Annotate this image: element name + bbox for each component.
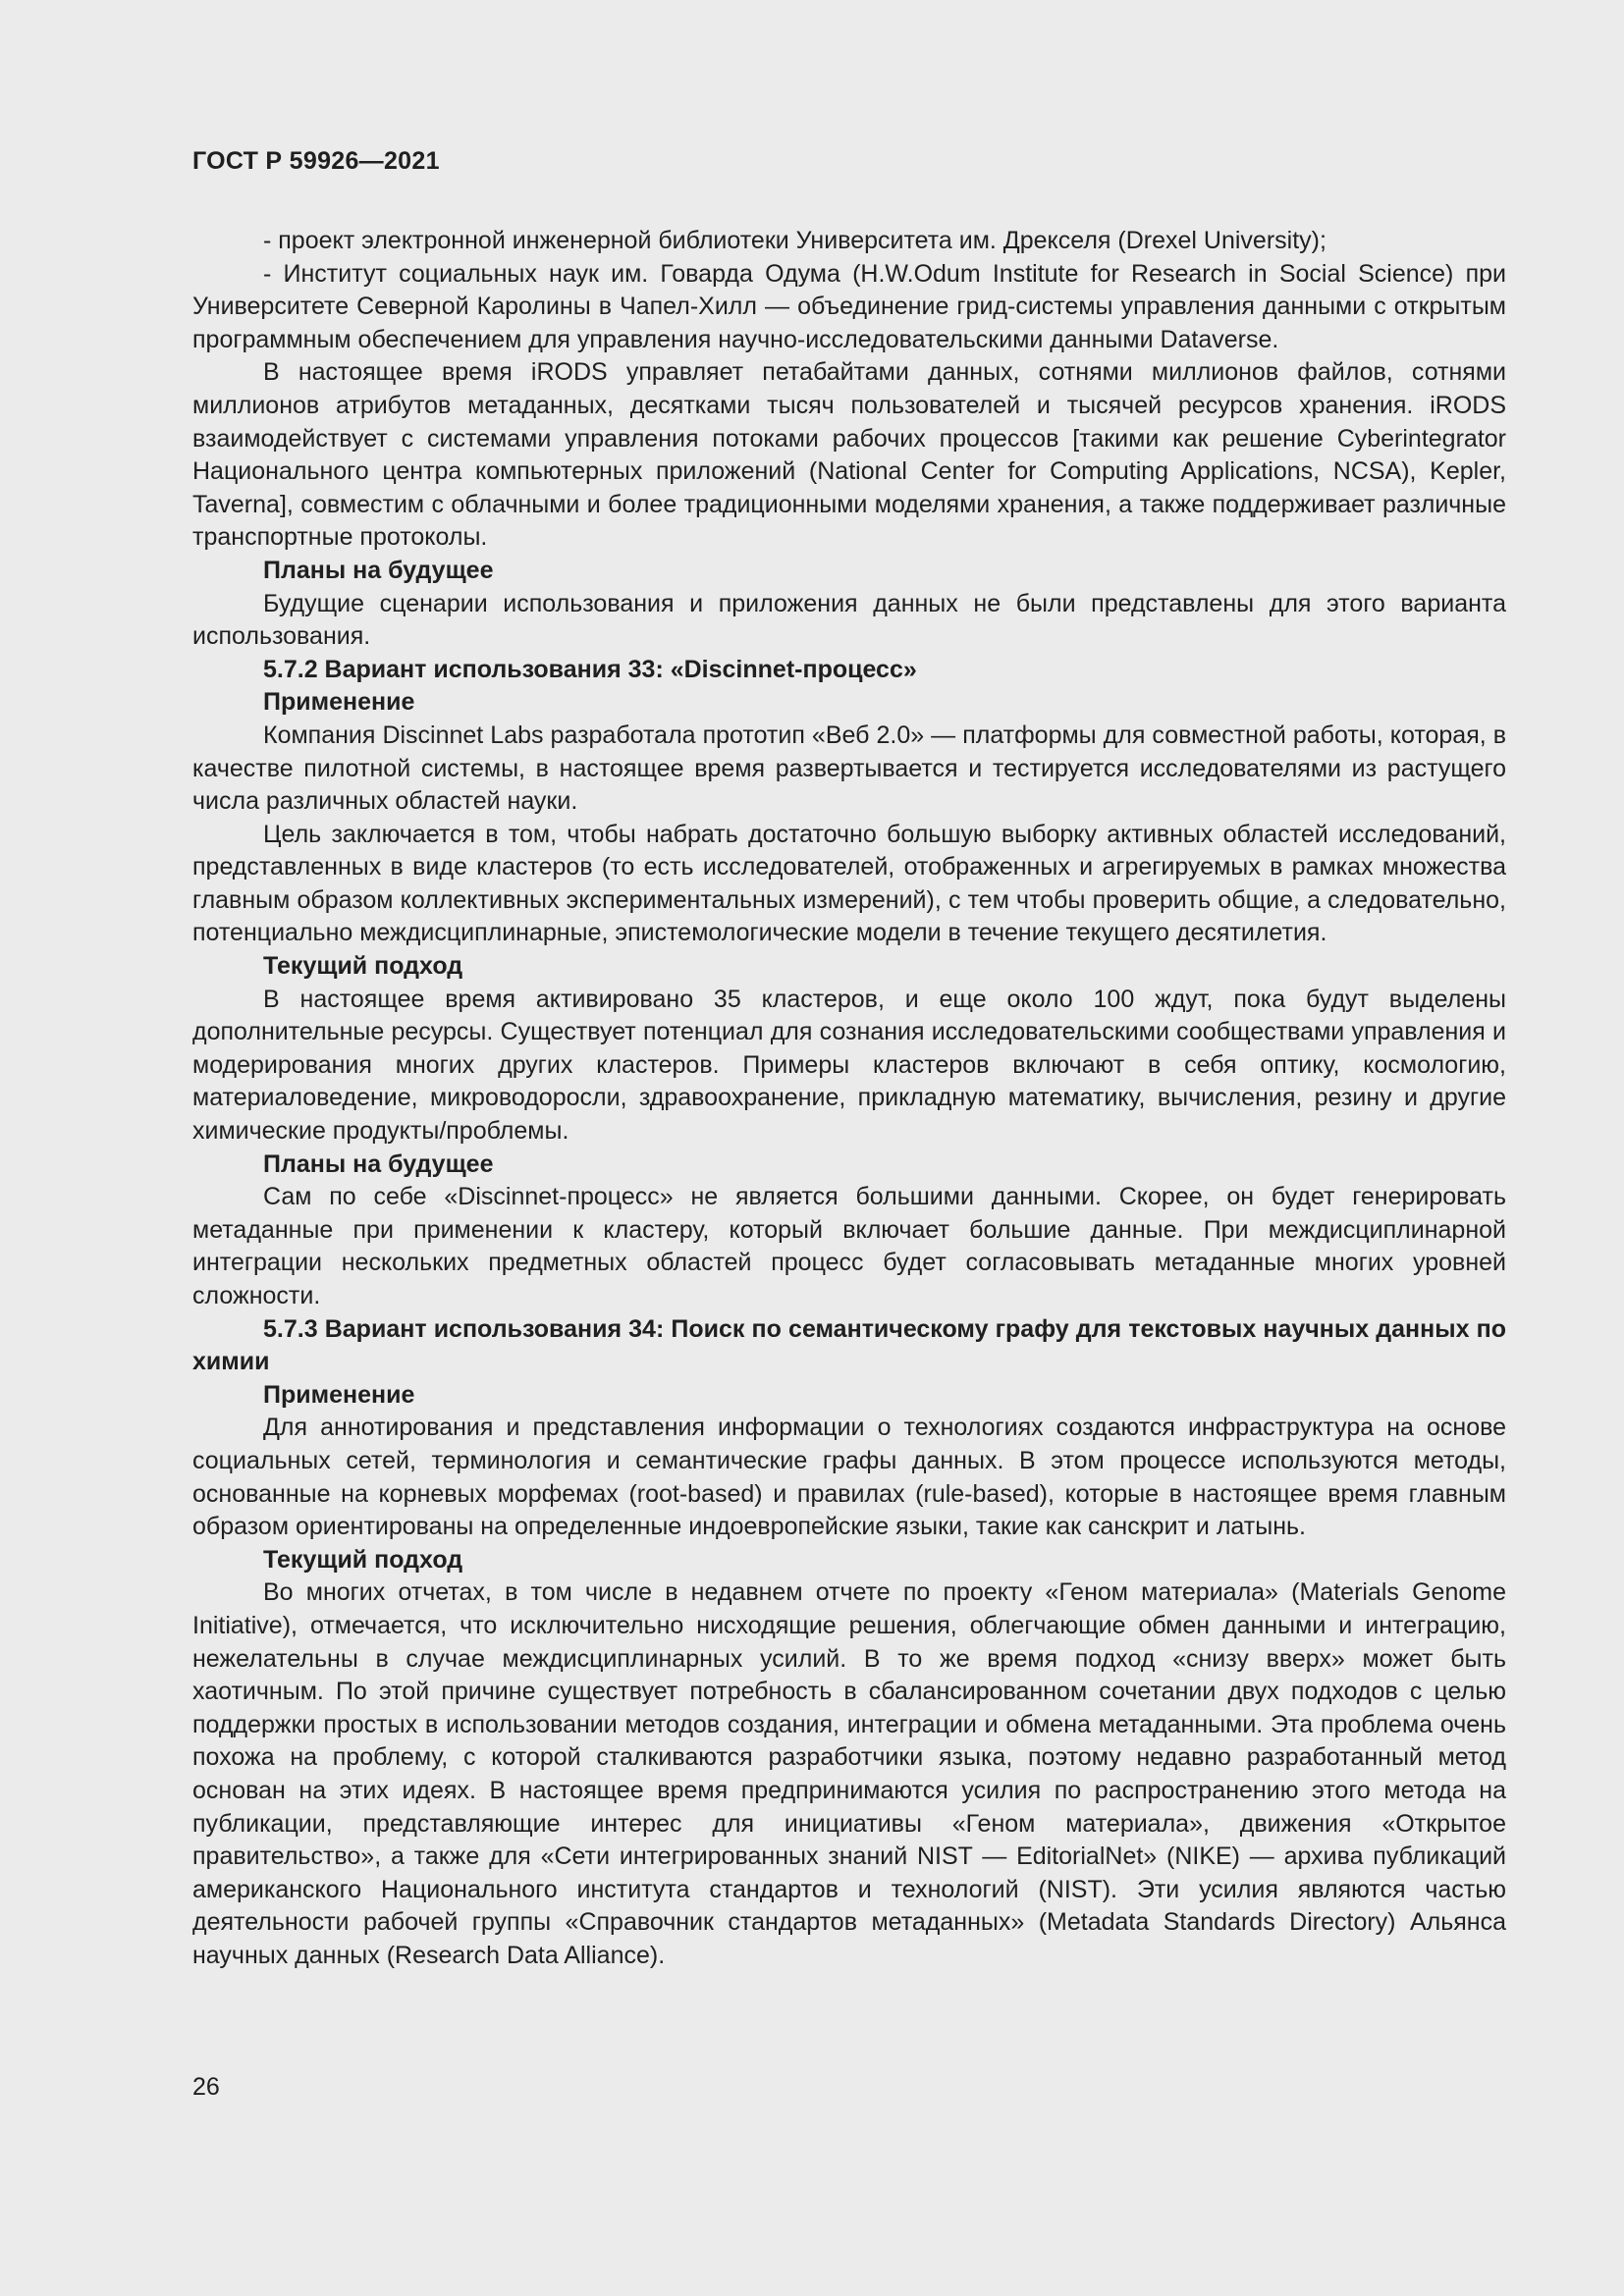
page-number: 26 xyxy=(192,2073,220,2101)
heading-application: Применение xyxy=(263,688,415,717)
paragraph-drexel-library: - проект электронной инженерной библиотеки Университета им. Дрекселя (Drexel University); xyxy=(263,227,1326,254)
paragraph-discinnet-goal: Цель заключается в том, чтобы набрать достаточно большую выборку активных областей исследований, представленных в виде кластеров (то есть исследователей, отображенных и агрегируемых в рамках множества главным образом коллективных экспериментальных измерений), с тем чтобы проверить общие, а следовательно, потенциально междисциплинарные, эпистемологические модели в течение текущего десятилетия. xyxy=(192,820,1506,947)
paragraph-future-scenarios: Будущие сценарии использования и приложения данных не были представлены для этого варианта использования. xyxy=(192,589,1506,651)
heading-current-approach: Текущий подход xyxy=(263,952,463,981)
paragraph-irods-scale: В настоящее время iRODS управляет петабайтами данных, сотнями миллионов файлов, сотнями миллионов атрибутов метаданных, десятками тысяч пользователей и тысячей ресурсов хранения. iRODS взаимодействует с системами управления потоками рабочих процессов [такими как решение Cyberintegrator Национального центра компьютерных приложений (National Center for Computing Applications, NCSA), Kepler, Taverna], совместим с облачными и более традиционными моделями хранения, а также поддерживает различные транспортные протоколы. xyxy=(192,358,1506,552)
document-body xyxy=(192,225,1506,1972)
paragraph-active-clusters: В настоящее время активировано 35 кластеров, и еще около 100 ждут, пока будут выделены дополнительные ресурсы. Существует потенциал для сознания исследовательскими сообществами управления и модерирования многих других кластеров. Примеры кластеров включают в себя оптику, космологию, материаловедение, микроводоросли, здравоохранение, прикладную математику, вычисления, резину и другие химические продукты/проблемы. xyxy=(192,985,1506,1146)
heading-current-approach-2: Текущий подход xyxy=(263,1545,463,1574)
section-heading-5-7-3: 5.7.3 Вариант использования 34: Поиск по семантическому графу для текстовых научных данных по химии xyxy=(192,1314,1506,1376)
document-header: ГОСТ Р 59926—2021 xyxy=(192,147,440,175)
heading-application-2: Применение xyxy=(263,1380,415,1409)
heading-future-plans: Планы на будущее xyxy=(263,556,494,584)
section-heading-5-7-2: 5.7.2 Вариант использования 33: «Discinnet-процесс» xyxy=(263,655,917,683)
paragraph-odum-institute: - Институт социальных наук им. Говарда Одума (H.W.Odum Institute for Research in Social Science) при Университете Северной Каролины в Чапел-Хилл — объединение грид-системы управления данными с открытым программным обеспечением для управления научно-исследовательскими данными Dataverse. xyxy=(192,259,1506,353)
paragraph-semantic-graphs: Для аннотирования и представления информации о технологиях создаются инфраструктура на основе социальных сетей, терминология и семантические графы данных. В этом процессе используются методы, основанные на корневых морфемах (root-based) и правилах (rule-based), которые в настоящее время главным образом ориентированы на определенные индоевропейские языки, такие как санскрит и латынь. xyxy=(192,1414,1506,1541)
heading-future-plans-2: Планы на будущее xyxy=(263,1149,494,1178)
paragraph-materials-genome: Во многих отчетах, в том числе в недавнем отчете по проекту «Геном материала» (Materials Genome Initiative), отмечается, что исключительно нисходящие решения, облегчающие обмен данными и интеграцию, нежелательны в случае междисциплинарных усилий. В то же время подход «снизу вверх» может быть хаотичным. По этой причине существует потребность в сбалансированном сочетании двух подходов с целью поддержки простых в использовании методов создания, интеграции и обмена метаданными. Эта проблема очень похожа на проблему, с которой сталкиваются разработчики языка, поэтому недавно разработанный метод основан на этих идеях. В настоящее время предпринимаются усилия по распространению этого метода на публикации, представляющие интерес для инициативы «Геном материала», движения «Открытое правительство», а также для «Сети интегрированных знаний NIST — EditorialNet» (NIKE) — архива публикаций американского Национального института стандартов и технологий (NIST). Эти усилия являются частью деятельности рабочей группы «Справочник стандартов метаданных» (Metadata Standards Directory) Альянса научных данных (Research Data Alliance). xyxy=(192,1578,1506,1969)
paragraph-discinnet-labs: Компания Discinnet Labs разработала прототип «Веб 2.0» — платформы для совместной работы, которая, в качестве пилотной системы, в настоящее время развертывается и тестируется исследователями из растущего числа различных областей науки. xyxy=(192,721,1506,816)
paragraph-discinnet-metadata: Сам по себе «Discinnet-процесс» не является большими данными. Скорее, он будет генерировать метаданные при применении к кластеру, который включает большие данные. При междисциплинарной интеграции нескольких предметных областей процесс будет согласовывать метаданные многих уровней сложности. xyxy=(192,1183,1506,1309)
